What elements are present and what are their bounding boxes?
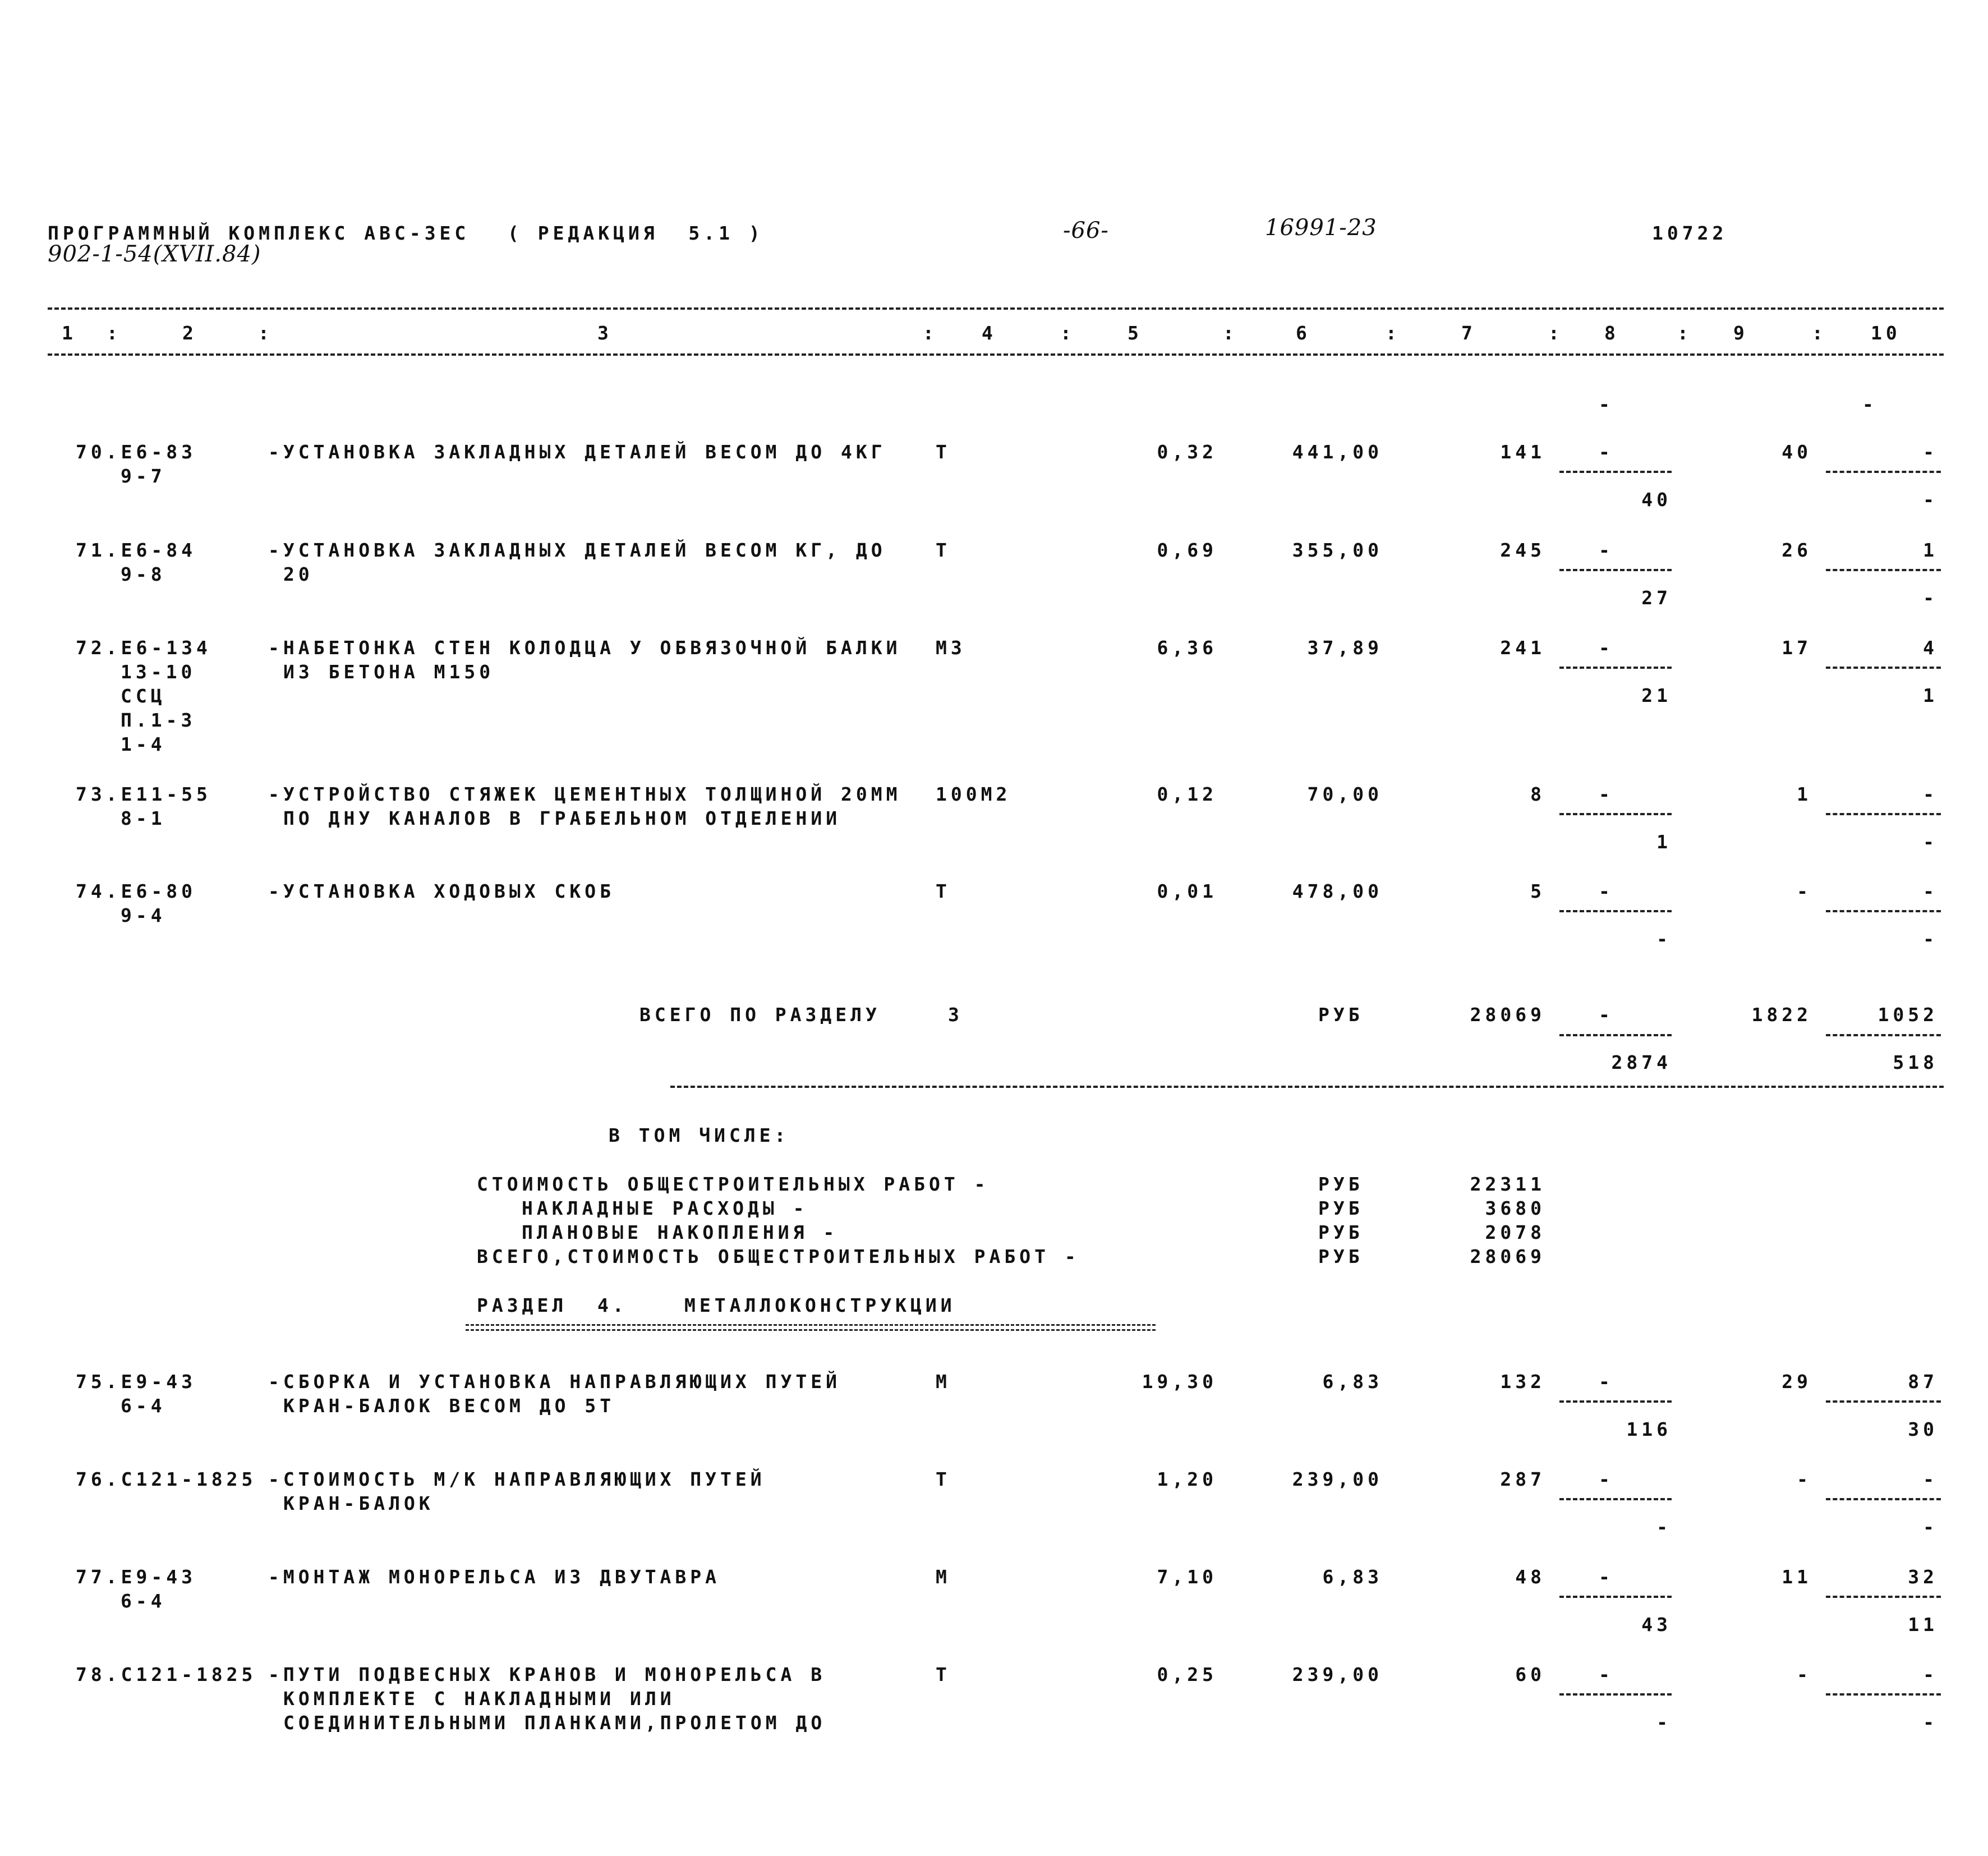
col-1: 1	[62, 322, 77, 344]
row-description-line: -УСТАНОВКА ЗАКЛАДНЫХ ДЕТАЛЕЙ ВЕСОМ ДО 4КГ	[268, 441, 886, 463]
header-rule-bottom	[48, 353, 1944, 356]
col-10: 10	[1871, 322, 1901, 344]
row-col10-rule	[1826, 667, 1941, 669]
row-code-line: 1-4	[121, 733, 166, 755]
row-description-line: КОМПЛЕКТЕ С НАКЛАДНЫМИ ИЛИ	[283, 1688, 675, 1710]
row-col10-rule	[1826, 1498, 1941, 1500]
col-sep: :	[1386, 322, 1401, 344]
section-4-number: 4.	[597, 1294, 628, 1316]
including-value: 22311	[1470, 1173, 1545, 1195]
row-number: 74.Е6-80	[76, 880, 196, 902]
row-col8-rule	[1559, 1693, 1672, 1696]
row-code-line: П.1-3	[121, 709, 196, 731]
row-col8-rule	[1559, 569, 1672, 571]
row-col10-bottom: 1	[1923, 684, 1938, 706]
top-mark-col10: -	[1862, 393, 1877, 415]
row-unit-price: 239,00	[1292, 1468, 1383, 1490]
row-unit: М	[936, 1371, 951, 1393]
row-col10-top: 32	[1908, 1566, 1938, 1588]
row-col9: 17	[1782, 637, 1812, 659]
row-col8-rule	[1559, 813, 1672, 815]
section-total-col8-top: -	[1599, 1004, 1614, 1026]
including-value: 28069	[1470, 1246, 1545, 1267]
including-label: ПЛАНОВЫЕ НАКОПЛЕНИЯ -	[522, 1221, 839, 1243]
row-number: 72.Е6-134	[76, 637, 211, 659]
row-col8-bottom: -	[1656, 928, 1672, 950]
row-col8-rule	[1559, 910, 1672, 912]
including-label: ВСЕГО,СТОИМОСТЬ ОБЩЕСТРОИТЕЛЬНЫХ РАБОТ -	[477, 1246, 1080, 1267]
row-col10-rule	[1826, 569, 1941, 571]
row-col10-top: -	[1923, 783, 1938, 805]
top-mark-col8: -	[1599, 393, 1614, 415]
row-col9: -	[1797, 1468, 1812, 1490]
section-total-sum: 28069	[1470, 1004, 1545, 1026]
row-col10-rule	[1826, 910, 1941, 912]
row-col9: 11	[1782, 1566, 1812, 1588]
section-total-col8-bottom: 2874	[1611, 1051, 1672, 1073]
row-unit: М3	[936, 637, 966, 659]
row-number: 78.С121-1825	[76, 1664, 257, 1685]
row-col8-bottom: -	[1656, 1516, 1672, 1538]
row-col10-rule	[1826, 813, 1941, 815]
row-quantity: 7,10	[1157, 1566, 1217, 1588]
row-col10-top: 87	[1908, 1371, 1938, 1393]
col-sep: :	[1548, 322, 1563, 344]
program-code: 10722	[1652, 222, 1728, 244]
row-total: 241	[1500, 637, 1545, 659]
row-unit-price: 478,00	[1292, 880, 1383, 902]
row-col8-bottom: 21	[1641, 684, 1672, 706]
row-total: 60	[1515, 1664, 1545, 1685]
including-unit: РУБ	[1318, 1246, 1364, 1267]
row-description-line: КРАН-БАЛОК	[283, 1492, 434, 1514]
col-sep: :	[107, 322, 122, 344]
col-3: 3	[597, 322, 613, 344]
row-col8-rule	[1559, 1498, 1672, 1500]
row-col8-top: -	[1599, 441, 1614, 463]
row-unit-price: 239,00	[1292, 1664, 1383, 1685]
including-unit: РУБ	[1318, 1221, 1364, 1243]
row-unit: 100М2	[936, 783, 1011, 805]
row-description-line: ПО ДНУ КАНАЛОВ В ГРАБЕЛЬНОМ ОТДЕЛЕНИИ	[283, 807, 841, 829]
row-description-line: -УСТАНОВКА ЗАКЛАДНЫХ ДЕТАЛЕЙ ВЕСОМ КГ, ДО	[268, 539, 886, 561]
row-quantity: 0,01	[1157, 880, 1217, 902]
row-number: 73.Е11-55	[76, 783, 211, 805]
row-quantity: 1,20	[1157, 1468, 1217, 1490]
row-col10-top: -	[1923, 1664, 1938, 1685]
row-total: 141	[1500, 441, 1545, 463]
row-code-line: 9-8	[121, 563, 166, 585]
section-total-col10-rule	[1826, 1034, 1941, 1036]
col-sep: :	[1060, 322, 1075, 344]
row-quantity: 19,30	[1142, 1371, 1217, 1393]
row-col10-top: -	[1923, 880, 1938, 902]
row-col8-top: -	[1599, 880, 1614, 902]
row-col10-top: -	[1923, 441, 1938, 463]
row-unit-price: 355,00	[1292, 539, 1383, 561]
section-total-col9: 1822	[1751, 1004, 1812, 1026]
section-total-unit: РУБ	[1318, 1004, 1364, 1026]
row-description-line: СОЕДИНИТЕЛЬНЫМИ ПЛАНКАМИ,ПРОЛЕТОМ ДО	[283, 1712, 826, 1734]
col-sep: :	[1223, 322, 1238, 344]
row-col10-top: 1	[1923, 539, 1938, 561]
row-total: 5	[1530, 880, 1545, 902]
row-description-line: -МОНТАЖ МОНОРЕЛЬСА ИЗ ДВУТАВРА	[268, 1566, 721, 1588]
row-code-line: 9-7	[121, 465, 166, 487]
row-col9: 26	[1782, 539, 1812, 561]
col-4: 4	[982, 322, 997, 344]
row-number: 77.Е9-43	[76, 1566, 196, 1588]
row-number: 76.С121-1825	[76, 1468, 257, 1490]
row-col10-top: -	[1923, 1468, 1938, 1490]
row-description-line: -УСТРОЙСТВО СТЯЖЕК ЦЕМЕНТНЫХ ТОЛЩИНОЙ 20ММ	[268, 783, 901, 805]
row-quantity: 0,25	[1157, 1664, 1217, 1685]
header-rule-top	[48, 307, 1944, 310]
row-quantity: 0,32	[1157, 441, 1217, 463]
row-total: 8	[1530, 783, 1545, 805]
row-col8-bottom: 43	[1641, 1614, 1672, 1636]
row-col8-bottom: 40	[1641, 489, 1672, 511]
section-total-col8-rule	[1559, 1034, 1672, 1036]
row-total: 287	[1500, 1468, 1545, 1490]
row-code-line: ССЦ	[121, 685, 166, 707]
row-col8-bottom: 27	[1641, 587, 1672, 609]
col-2: 2	[182, 322, 197, 344]
row-total: 132	[1500, 1371, 1545, 1393]
row-description-line: КРАН-БАЛОК ВЕСОМ ДО 5Т	[283, 1395, 615, 1417]
row-col10-bottom: -	[1923, 587, 1938, 609]
row-code-line: 6-4	[121, 1590, 166, 1612]
row-unit-price: 6,83	[1322, 1566, 1383, 1588]
row-description-line: -СБОРКА И УСТАНОВКА НАПРАВЛЯЮЩИХ ПУТЕЙ	[268, 1371, 841, 1393]
row-col9: -	[1797, 880, 1812, 902]
section-total-col10-top: 1052	[1877, 1004, 1938, 1026]
row-unit: Т	[936, 441, 951, 463]
row-unit: Т	[936, 1664, 951, 1685]
row-col9: 29	[1782, 1371, 1812, 1393]
program-title: ПРОГРАММНЫЙ КОМПЛЕКС АВС-3ЕС	[48, 222, 470, 244]
row-col8-bottom: 116	[1626, 1418, 1672, 1440]
row-col8-bottom: 1	[1656, 831, 1672, 853]
including-title: В ТОМ ЧИСЛЕ:	[609, 1124, 790, 1146]
row-number: 70.Е6-83	[76, 441, 196, 463]
row-col8-top: -	[1599, 1664, 1614, 1685]
section-4-label: РАЗДЕЛ	[477, 1294, 568, 1316]
section-total-rule	[670, 1086, 1944, 1088]
row-number: 71.Е6-84	[76, 539, 196, 561]
row-unit-price: 37,89	[1307, 637, 1383, 659]
row-quantity: 6,36	[1157, 637, 1217, 659]
row-col10-top: 4	[1923, 637, 1938, 659]
col-9: 9	[1733, 322, 1748, 344]
row-col10-bottom: -	[1923, 831, 1938, 853]
row-description-line: ИЗ БЕТОНА М150	[283, 661, 495, 683]
row-col9: 40	[1782, 441, 1812, 463]
row-number: 75.Е9-43	[76, 1371, 196, 1393]
including-label: НАКЛАДНЫЕ РАСХОДЫ -	[522, 1197, 808, 1219]
row-col9: -	[1797, 1664, 1812, 1685]
col-6: 6	[1296, 322, 1311, 344]
row-col10-bottom: -	[1923, 928, 1938, 950]
row-col10-rule	[1826, 1693, 1941, 1696]
row-col10-bottom: -	[1923, 489, 1938, 511]
row-unit-price: 6,83	[1322, 1371, 1383, 1393]
col-8: 8	[1604, 322, 1619, 344]
col-7: 7	[1461, 322, 1476, 344]
row-unit: Т	[936, 539, 951, 561]
including-unit: РУБ	[1318, 1197, 1364, 1219]
row-quantity: 0,69	[1157, 539, 1217, 561]
row-code-line: 9-4	[121, 904, 166, 926]
row-col8-rule	[1559, 667, 1672, 669]
row-col8-top: -	[1599, 1566, 1614, 1588]
row-code-line: 8-1	[121, 807, 166, 829]
row-col8-top: -	[1599, 539, 1614, 561]
row-code-line: 6-4	[121, 1395, 166, 1417]
row-col8-rule	[1559, 471, 1672, 473]
row-description-line: -УСТАНОВКА ХОДОВЫХ СКОБ	[268, 880, 615, 902]
col-sep: :	[923, 322, 938, 344]
row-unit: Т	[936, 1468, 951, 1490]
row-unit-price: 441,00	[1292, 441, 1383, 463]
row-col10-bottom: 30	[1908, 1418, 1938, 1440]
row-unit: Т	[936, 880, 951, 902]
section-4-underline	[466, 1324, 1156, 1331]
row-code-line: 13-10	[121, 661, 196, 683]
row-col8-bottom: -	[1656, 1711, 1672, 1733]
section-total-number: 3	[948, 1004, 963, 1026]
row-col10-rule	[1826, 471, 1941, 473]
row-col10-rule	[1826, 1400, 1941, 1403]
row-unit: М	[936, 1566, 951, 1588]
document-number: 16991-23	[1265, 215, 1377, 241]
edition-label: ( РЕДАКЦИЯ 5.1 )	[508, 222, 764, 244]
page-number: -66-	[1063, 218, 1109, 244]
row-col9: 1	[1797, 783, 1812, 805]
row-col8-top: -	[1599, 783, 1614, 805]
including-label: СТОИМОСТЬ ОБЩЕСТРОИТЕЛЬНЫХ РАБОТ -	[477, 1173, 990, 1195]
including-unit: РУБ	[1318, 1173, 1364, 1195]
row-col10-rule	[1826, 1596, 1941, 1598]
row-description-line: -СТОИМОСТЬ М/К НАПРАВЛЯЮЩИХ ПУТЕЙ	[268, 1468, 766, 1490]
row-col8-top: -	[1599, 637, 1614, 659]
row-col10-bottom: -	[1923, 1516, 1938, 1538]
row-description-line: 20	[283, 563, 314, 585]
row-col10-bottom: 11	[1908, 1614, 1938, 1636]
section-4-title: МЕТАЛЛОКОНСТРУКЦИИ	[684, 1294, 956, 1316]
including-value: 3680	[1485, 1197, 1545, 1219]
including-value: 2078	[1485, 1221, 1545, 1243]
row-total: 48	[1515, 1566, 1545, 1588]
row-total: 245	[1500, 539, 1545, 561]
row-description-line: -НАБЕТОНКА СТЕН КОЛОДЦА У ОБВЯЗОЧНОЙ БАЛКИ	[268, 637, 901, 659]
col-5: 5	[1128, 322, 1143, 344]
project-code: 902-1-54(XVII.84)	[48, 241, 261, 267]
section-total-col10-bottom: 518	[1893, 1051, 1938, 1073]
section-total-label: ВСЕГО ПО РАЗДЕЛУ	[639, 1004, 881, 1026]
col-sep: :	[258, 322, 273, 344]
row-col8-top: -	[1599, 1468, 1614, 1490]
row-col8-rule	[1559, 1596, 1672, 1598]
row-quantity: 0,12	[1157, 783, 1217, 805]
row-col8-rule	[1559, 1400, 1672, 1403]
row-unit-price: 70,00	[1307, 783, 1383, 805]
row-col8-top: -	[1599, 1371, 1614, 1393]
col-sep: :	[1677, 322, 1692, 344]
row-col10-bottom: -	[1923, 1711, 1938, 1733]
row-description-line: -ПУТИ ПОДВЕСНЫХ КРАНОВ И МОНОРЕЛЬСА В	[268, 1664, 826, 1685]
col-sep: :	[1812, 322, 1827, 344]
